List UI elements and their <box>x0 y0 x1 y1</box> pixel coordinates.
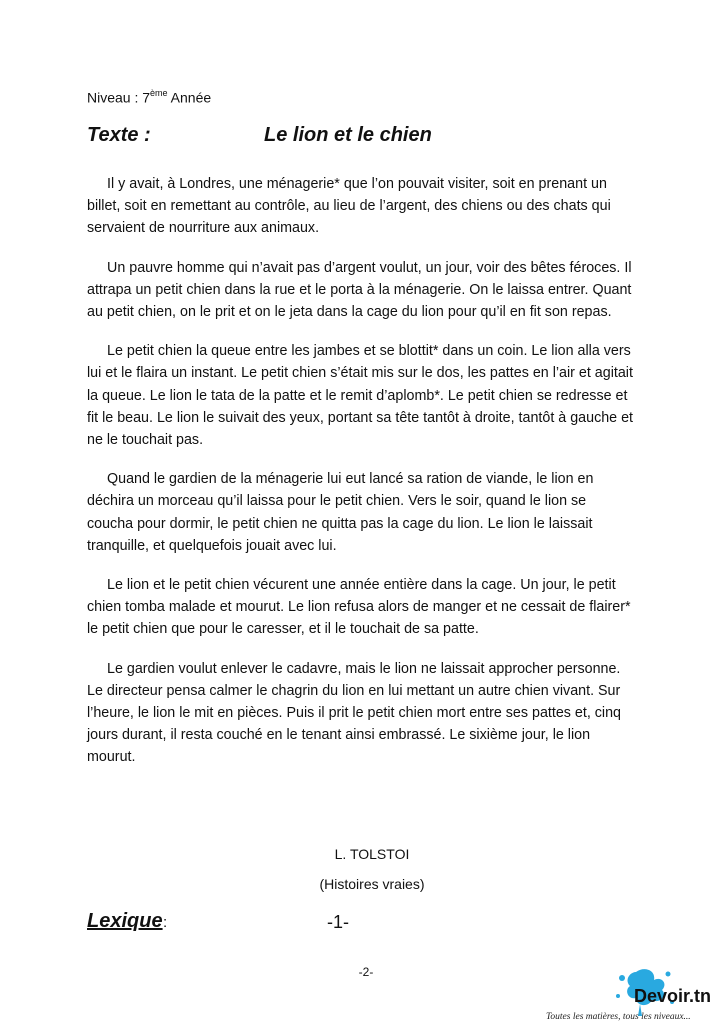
lexique-colon: : <box>163 914 168 931</box>
page-number: -2- <box>358 965 374 979</box>
logo-name: Devoir.tn <box>634 986 712 1006</box>
paragraph-6: Le gardien voulut enlever le cadavre, mais le lion ne laissait approcher personne. Le directeur pensa calmer le chagrin du lion en lui mettant un autre chien vivant. Sur l’heure, le lion le mit en pièces. Puis il prit le petit chien mort entre ses pattes et, cinq jours durant, il resta couché en le tenant ainsi embrassé. Le sixième jour, le lion mourut. <box>87 660 622 766</box>
text-label: Texte : <box>87 124 151 146</box>
paragraph-1: Il y avait, à Londres, une ménagerie* que l’on pouvait visiter, soit en prenant un billet, soit en remettant au contrôle, au lieu de l’argent, des chiens ou des chats qui servaient de nourriture aux animaux. <box>87 176 611 237</box>
level-suffix: Année <box>167 89 212 106</box>
paragraph-2: Un pauvre homme qui n’avait pas d’argent voulut, un jour, voir des bêtes féroces. Il attrapa un petit chien dans la rue et le porta à la ménagerie. On le laissa entrer. Quant au petit chien, on le prit et on le jeta dans la cage du lion pour qu’il en fit son repas. <box>87 259 632 321</box>
logo-splash-icon <box>540 966 720 1024</box>
paragraph-3: Le petit chien la queue entre les jambes et se blottit* dans un coin. Le lion alla vers lui et le flaira un instant. Le petit chien s’était mis sur le dos, les pattes en l’air et agitait la queue. Le lion le tata de la patte et le remit d’aplomb*. Le petit chien se redresse et fit le beau. Le lion le suivait des yeux, portant sa tête tantôt à droite, tantôt à gauche et ne le touchait pas. <box>87 343 634 449</box>
lexique-section-number: -1- <box>327 912 349 932</box>
paragraph-4: Quand le gardien de la ménagerie lui eut lancé sa ration de viande, le lion en déchira un morceau qu’il laissa pour le petit chien. Vers le soir, quand le lion se coucha pour dormir, le petit chien ne quitta pas la cage du lion. Le lion le laissait tranquille, et quelquefois jouait avec lui. <box>87 471 594 554</box>
story-body <box>87 173 635 786</box>
paragraph-5: Le lion et le petit chien vécurent une année entière dans la cage. Un jour, le petit chien tomba malade et mourut. Le lion refusa alors de manger et ne cessait de flairer* le petit chien que pour le caresser, et il le touchait de sa patte. <box>87 577 631 638</box>
logo-tagline: Toutes les matières, tous les niveaux... <box>546 1012 691 1022</box>
source-reference: (Histoires vraies) <box>319 876 425 892</box>
lexique-label: Lexique <box>87 910 163 932</box>
level-prefix: Niveau : 7 <box>87 89 151 106</box>
author-signature: L. TOLSTOI <box>334 846 410 862</box>
level-superscript: ème <box>150 88 168 98</box>
level-heading <box>87 89 211 106</box>
devoir-logo[interactable] <box>540 966 720 1024</box>
text-title: Le lion et le chien <box>264 124 432 146</box>
